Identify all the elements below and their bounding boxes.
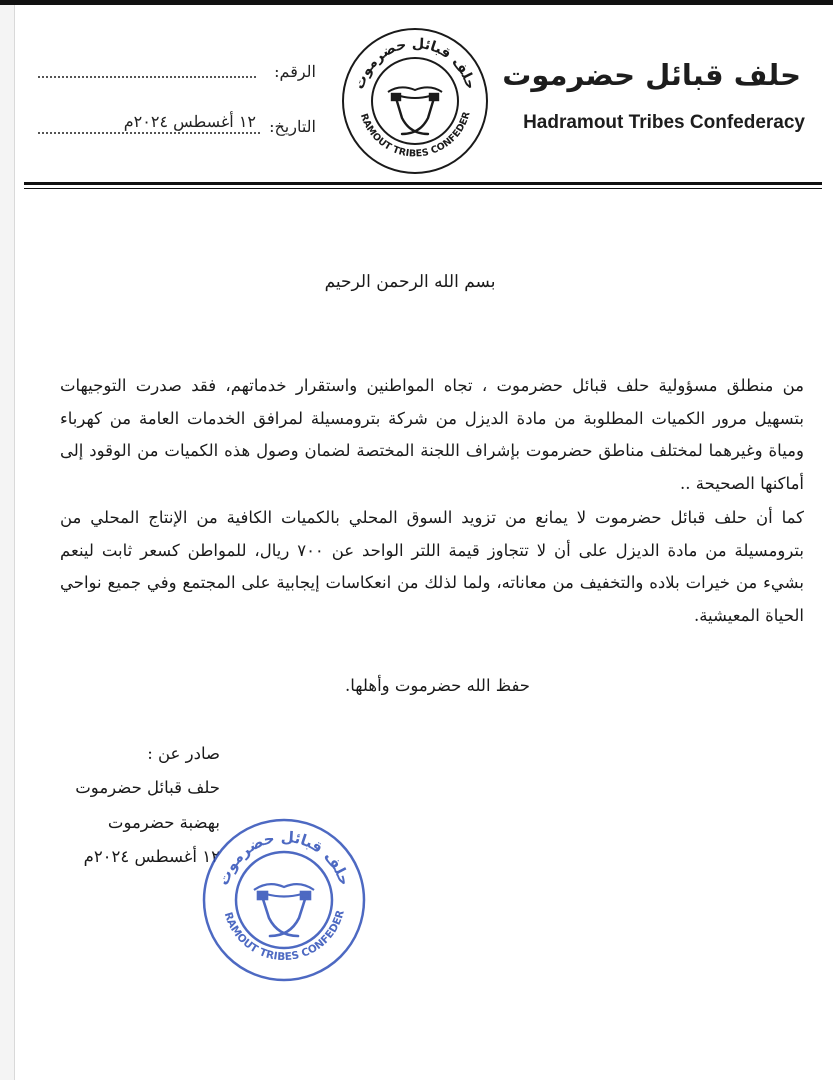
date-dotted-line [38,132,260,134]
logo-arabic-ring-text: حلف قبائل حضرموت [351,35,479,92]
confederacy-stamp [200,816,368,984]
stamp-arabic-ring-text: حلف قبائل حضرموت [214,827,354,888]
signature-date: ١٢ أغسطس ٢٠٢٤م [83,847,220,866]
confederacy-logo [340,26,490,176]
number-label: الرقم: [274,62,316,81]
header-rule-thick [24,182,822,185]
date-value: ١٢ أغسطس ٢٠٢٤م [123,112,256,131]
stamp-english-ring-text: RAMOUT TRIBES CONFEDER [221,908,347,964]
date-label: التاريخ: [269,117,316,136]
signature-organization: حلف قبائل حضرموت [75,778,220,797]
basmala: بسم الله الرحمن الرحيم [324,272,496,292]
paragraph-2: كما أن حلف قبائل حضرموت لا يمانع من تزويد السوق المحلي بالكميات الكافية من الإنتاج المحلي من بترومسيلة من مادة الديزل على أن لا تتجاوز قيمة اللتر الواحد عن ٧٠٠ ريال، للمواطن كسعر ثابت لينعم بشيء من خيرات بلاده والتخفيف من معاناته، ولما لذلك من انعكاسات إيجابية على المجتمع وفي جميع نواحي الحياة المعيشية. [60,508,804,625]
number-dotted-line [38,76,256,78]
org-arabic-name: حلف قبائل حضرموت [502,58,801,92]
paragraph-1: من منطلق مسؤولية حلف قبائل حضرموت ، تجاه المواطنين واستقرار خدماتهم، فقد صدرت التوجيهات بتسهيل مرور الكميات المطلوبة من مادة الديزل من شركة بترومسيلة لمرافق الخدمات العامة من كهرباء ومياة وغيرهما لمختلف مناطق حضرموت بإشراف اللجنة المختصة لضمان وصول هذه الكميات من الوقود إلى أماكنها الصحيحة .. [60,376,804,493]
closing-line: حفظ الله حضرموت وأهلها. [345,676,530,695]
signature-location: بهضبة حضرموت [107,813,220,832]
stamp-daggers-icon [258,892,310,936]
issued-from-label: صادر عن : [147,744,220,763]
header-rule-thin [24,188,822,189]
crossed-daggers-icon [392,94,438,134]
org-english-name: Hadramout Tribes Confederacy [523,112,805,133]
logo-english-ring-text: RAMOUT TRIBES CONFEDER [357,110,473,160]
